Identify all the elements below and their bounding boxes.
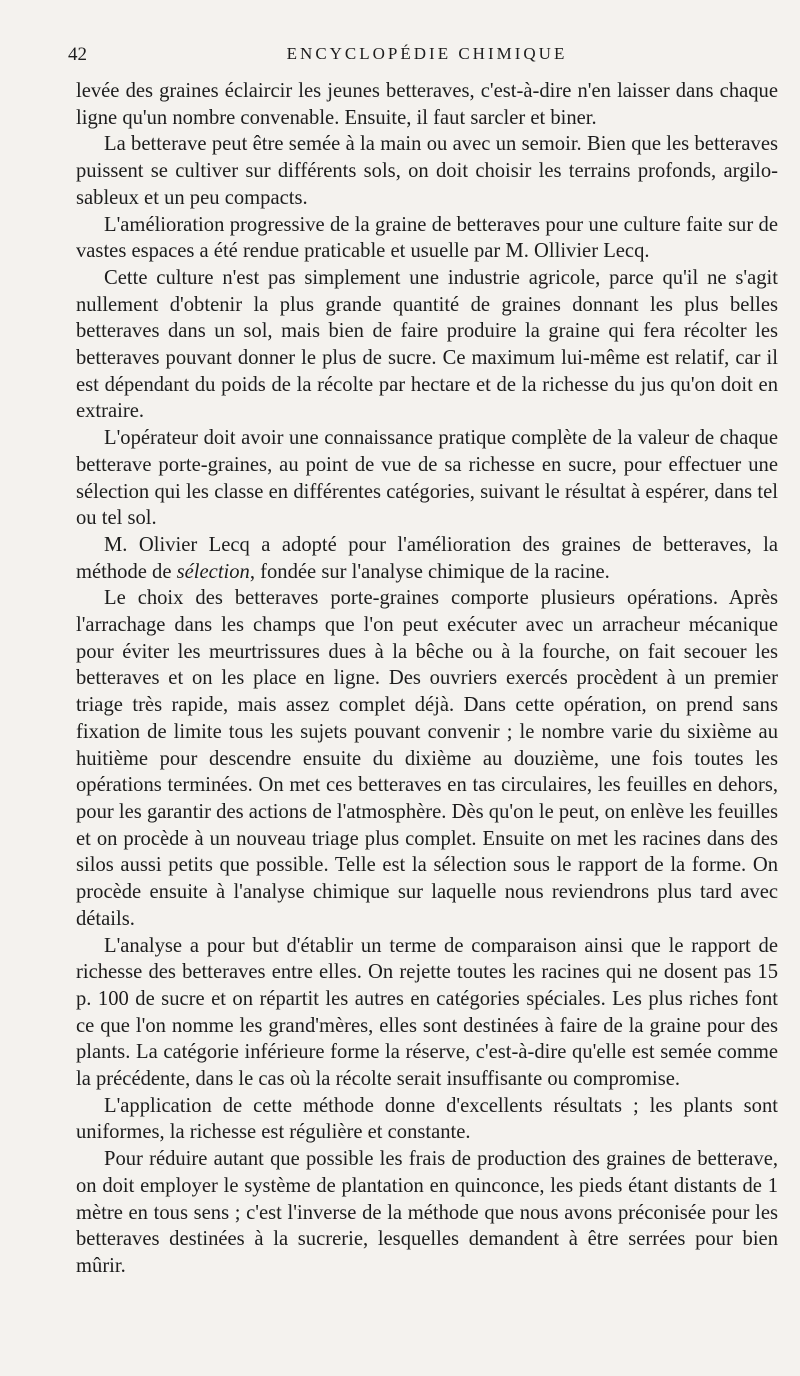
paragraph: Pour réduire autant que possible les frais de production des graines de betterave, on doit employer le système de plantation en quinconce, les pieds étant distants de 1 mètre en tous sens ; c'est l'inverse de la méthode que nous avons préconisée pour les betteraves destinées à la sucrerie, lesquelles demandent à être serrées pour bien mûrir.	[76, 1148, 778, 1277]
paragraph: La betterave peut être semée à la main ou avec un semoir. Bien que les betteraves puissent se cultiver sur différents sols, on doit choisir les terrains profonds, argilo-sableux et un peu compacts.	[76, 133, 778, 209]
paragraph-continued: levée des graines éclaircir les jeunes betteraves, c'est-à-dire n'en laisser dans chaque ligne qu'un nombre convenable. Ensuite, il faut sarcler et biner.	[76, 80, 778, 129]
body-text	[76, 78, 778, 1280]
paragraph-text: , fondée sur l'analyse chimique de la racine.	[249, 560, 610, 583]
running-title: ENCYCLOPÉDIE CHIMIQUE	[286, 44, 568, 63]
paragraph: L'amélioration progressive de la graine de betteraves pour une culture faite sur de vastes espaces a été rendue praticable et usuelle par M. Ollivier Lecq.	[76, 213, 778, 263]
emphasized-term: sélection	[176, 560, 250, 583]
page-number: 42	[68, 44, 87, 65]
paragraph: L'analyse a pour but d'établir un terme de comparaison ainsi que le rapport de richesse des betteraves entre elles. On rejette toutes les racines qui ne dosent pas 15 p. 100 de sucre et on répartit les autres en catégories spéciales. Les plus riches font ce que l'on nomme les grand'mères, elles sont destinées à faire de la graine pour des plants. La catégorie inférieure forme la réserve, c'est-à-dire qu'elle est semée comme la précédente, dans le cas où la récolte serait insuffisante ou compromise.	[76, 934, 778, 1091]
paragraph: L'opérateur doit avoir une connaissance pratique complète de la valeur de chaque betterave porte-graines, au point de vue de sa richesse en sucre, pour effectuer une sélection qui les classe en différentes catégories, suivant le résultat à espérer, dans tel ou tel sol.	[76, 427, 778, 530]
paragraph: Cette culture n'est pas simplement une industrie agricole, parce qu'il ne s'agit nullement d'obtenir la plus grande quantité de graines donnant les plus belles betteraves dans un sol, mais bien de faire produire la graine qui fera récolter les betteraves pouvant donner le plus de sucre. Ce maximum lui-même est relatif, car il est dépendant du poids de la récolte par hectare et de la richesse du jus qu'on doit en extraire.	[76, 266, 778, 423]
running-header	[68, 44, 778, 78]
paragraph: L'application de cette méthode donne d'excellents résultats ; les plants sont uniformes, la richesse est régulière et constante.	[76, 1094, 778, 1144]
paragraph-text: M. Olivier Lecq a adopté pour l'amélioration des graines de betteraves, la méthode de	[76, 533, 778, 583]
paragraph: Le choix des betteraves porte-graines comporte plusieurs opérations. Après l'arrachage dans les champs que l'on peut exécuter avec un arracheur mécanique pour éviter les meurtrissures dues à la bêche ou à la fourche, on fait secouer les betteraves et on les place en ligne. Des ouvriers exercés procèdent à un premier triage très rapide, mais assez complet déjà. Dans cette opération, on prend sans fixation de limite tous les sujets pouvant convenir ; le nombre varie du sixième au huitième pour descendre ensuite du dixième au douzième, une fois toutes les opérations terminées. On met ces betteraves en tas circulaires, les feuilles en dehors, pour les garantir des actions de l'atmosphère. Dès qu'on le peut, on enlève les feuilles et on procède à un nouveau triage plus complet. Ensuite on met les racines dans des silos aussi petits que possible. Telle est la sélection sous le rapport de la forme. On procède ensuite à l'analyse chimique sur laquelle nous reviendrons plus tard avec détails.	[76, 587, 778, 930]
paragraph	[76, 532, 778, 585]
